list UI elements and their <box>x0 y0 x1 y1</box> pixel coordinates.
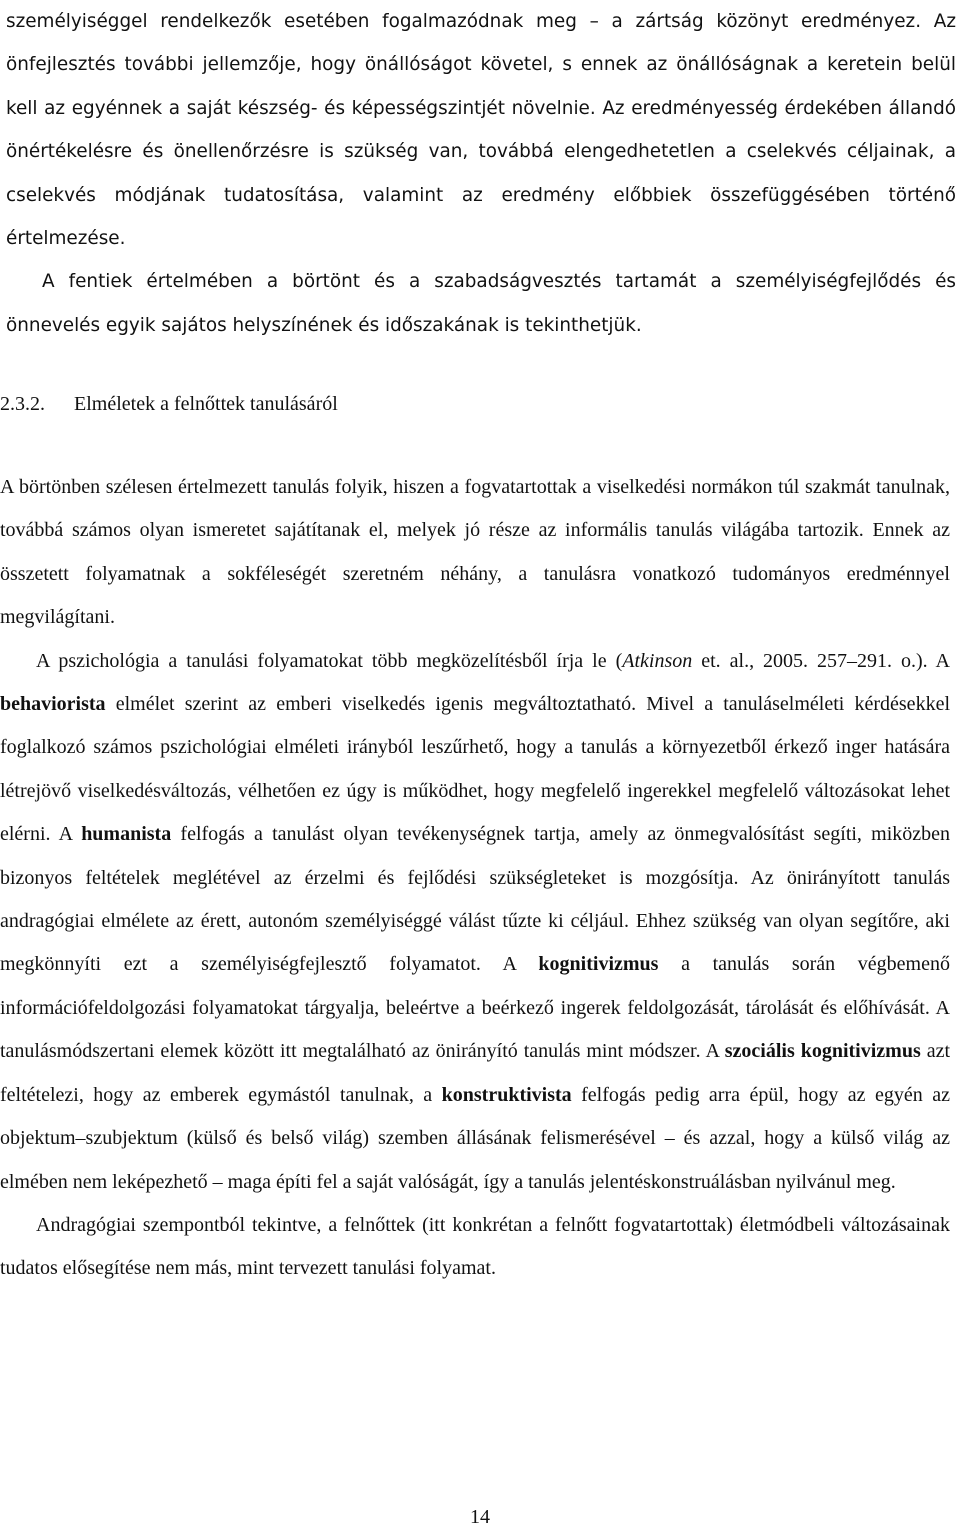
section-heading <box>0 383 338 426</box>
paragraph-prison-growth: A fentiek értelmében a börtönt és a szabadságvesztés tartamát a személyiségfejlődés és önnevelés egyik sajátos helyszínének és időszakának is tekinthetjük. <box>6 271 956 336</box>
page-number: 14 <box>470 1506 490 1528</box>
term-cognitivism: kognitivizmus <box>538 953 659 976</box>
author-name: Atkinson <box>622 649 693 672</box>
text-run: elmélet szerint az emberi viselkedés igenis megváltoztatható. Mivel a tanuláselméleti kérdésekkel foglalkozó számos pszichológiai elméleti irányból leszűrhető, hogy a tanulás a környezetből érkező inger hatására létrejövő viselkedésváltozás, vélhetően ez úgy is működhet, hogy megfelelő ingerekkel megfelelő változásokat lehet elérni. A <box>0 693 950 846</box>
paragraph-andragogy: Andragógiai szempontból tekintve, a felnőttek (itt konkrétan a felnőtt fogvatartottak) életmódbeli változásainak tudatos elősegítése nem más, mint tervezett tanulási folyamat. <box>0 1213 950 1280</box>
text-run: felfogás a tanulást olyan tevékenységnek tartja, amely az önmegvalósítást segíti, miközben bizonyos feltételek meglétével az érzelmi és fejlődési szükségleteket is mozgósítja. Az önirányított tanulás andragógiai elmélete az érett, autonóm személyiséggé válást tűzte ki céljául. Ehhez szükség van olyan segítőre, aki megkönnyíti ezt a személyiségfejlesztő folyamatot. A <box>0 823 951 976</box>
paragraph-line-1: személyiséggel rendelkezők esetében fogalmazódnak meg – a zártság közönyt eredményez. <box>6 11 922 32</box>
paragraph-self-development <box>6 0 956 260</box>
text-run: azt feltételezi, hogy az emberek egymástól tanulnak, a <box>0 1040 950 1106</box>
text-run: felfogás pedig arra épül, hogy az egyén az objektum–szubjektum (külső és belső világ) szemben állásának felismerésével – és azzal, hogy a külső világ az elmében nem leképezhető – maga építi fel a saját valóságát, így a tanulás jelentéskonstruálásban nyilvánul meg. <box>0 1083 950 1193</box>
text-run: et. al., 2005. 257–291. o.). A <box>692 649 950 672</box>
text-run: A pszichológia a tanulási folyamatokat több megközelítésből írja le ( <box>36 649 623 672</box>
document-page <box>6 0 956 347</box>
term-social-cognitivism: szociális kognitivizmus <box>724 1040 921 1063</box>
section-body <box>0 466 950 1291</box>
section-number: 2.3.2. <box>0 393 45 415</box>
text-run: a tanulás során végbemenő információfeldolgozási folyamatokat tárgyalja, beleértve a beérkező ingerek feldolgozását, tárolását és előhívását. A tanulásmódszertani elemek között itt megtalálható az önirányító tanulás mint módszer. A <box>0 953 950 1063</box>
term-constructivist: konstruktivista <box>441 1083 572 1106</box>
term-humanist: humanista <box>81 823 172 846</box>
paragraph-rest: Az önfejlesztés további jellemzője, hogy önállóságot követel, s ennek az önállóságnak a keretein belül kell az egyénnek a saját készség- és képességszintjét növelnie. Az eredményesség érdekében állandó önértékelésre és önellenőrzésre is szükség van, továbbá elengedhetetlen a cselekvés céljainak, a cselekvés módjának tudatosítása, valamint az eredmény előbbiek összefüggésében történő értelmezése. <box>6 11 956 250</box>
term-behaviorist: behaviorista <box>0 693 106 716</box>
section-title: Elméletek a felnőttek tanulásáról <box>74 393 338 415</box>
paragraph-learning-theories <box>0 640 950 1204</box>
paragraph-prison-learning: A börtönben szélesen értelmezett tanulás folyik, hiszen a fogvatartottak a viselkedési normákon túl szakmát tanulnak, továbbá számos olyan ismeretet sajátítanak el, melyek jó része az informális tanulás világába tartozik. Ennek az összetett folyamatnak a sokféleségét szeretném néhány, a tanulásra vonatkozó tudományos eredménnyel megvilágítani. <box>0 476 950 629</box>
